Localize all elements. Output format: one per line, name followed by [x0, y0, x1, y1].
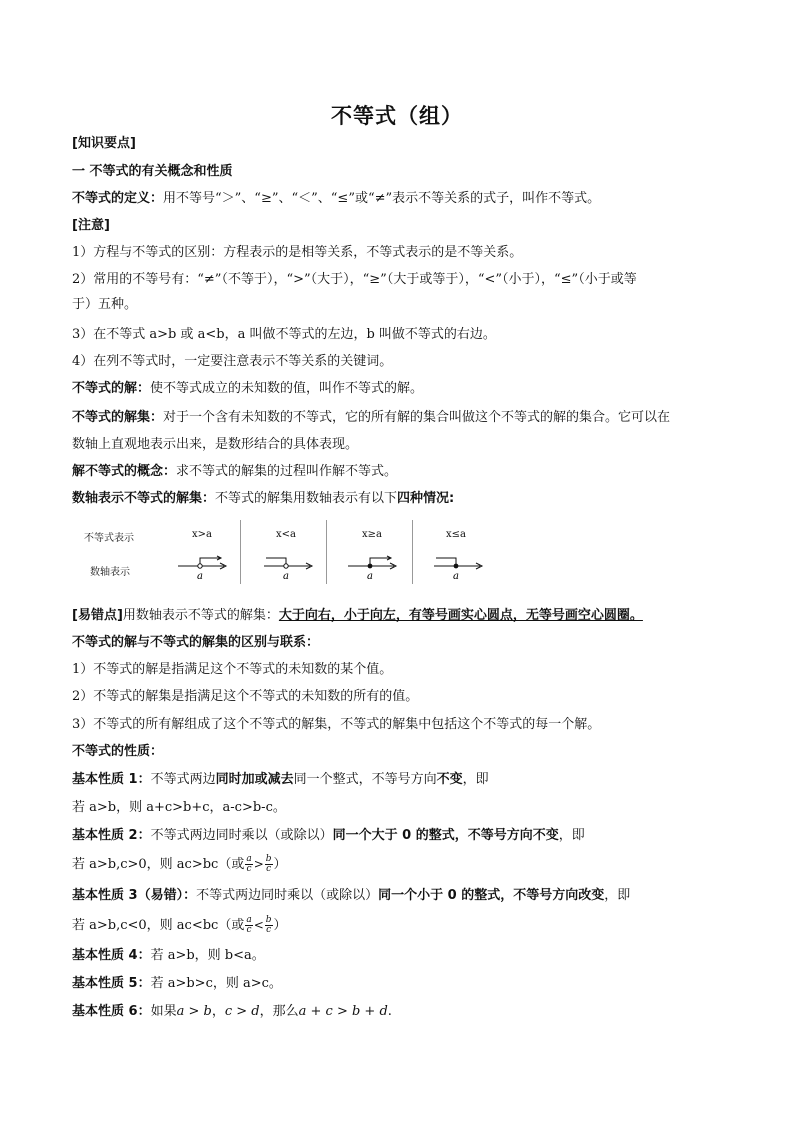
point-label: a [453, 571, 459, 582]
note-item: 于）五种。 [72, 297, 138, 312]
solution-set-cont: 数轴上直观地表示出来，是数形结合的具体表现。 [72, 437, 359, 452]
solve-concept-text: 求不等式的解集的过程叫作解不等式。 [176, 464, 398, 479]
denominator: c [246, 925, 252, 935]
example-text: ） [273, 918, 287, 933]
diff-item: 3）不等式的所有解组成了这个不等式的解集，不等式的解集中包括这个不等式的每一个解。 [72, 717, 601, 732]
property-2-example [72, 855, 732, 874]
numerator: b [265, 915, 272, 925]
numerator: a [246, 915, 252, 925]
properties-header: 不等式的性质： [72, 744, 164, 759]
numline-table [72, 516, 496, 588]
fraction [245, 916, 252, 935]
pitfall-line [72, 607, 732, 625]
example-text: 若 a>b,c>0，则 ac>bc（或 [72, 857, 245, 872]
property-1 [72, 771, 732, 789]
point-label: a [367, 571, 373, 582]
pitfall-label: [易错点] [72, 608, 123, 623]
page-title: 不等式（组） [331, 104, 463, 128]
property-text: 不等式两边同时乘以（或除以） [196, 888, 379, 903]
property-6 [72, 1003, 732, 1021]
property-emphasis: 同一个大于 0 的整式，不等号方向不变 [332, 828, 559, 843]
section-heading-1: 一 不等式的有关概念和性质 [72, 164, 233, 179]
diff-header: 不等式的解与不等式的解集的区别与联系： [72, 635, 320, 650]
numline-case-ge [330, 516, 414, 588]
property-text: ，即 [604, 888, 631, 903]
property-emphasis: 同时加或减去 [215, 772, 294, 787]
math-expression: a > b [176, 1004, 212, 1019]
solve-concept-label: 解不等式的概念： [72, 464, 177, 479]
math-expression: c > d [224, 1004, 260, 1019]
point-label: a [197, 571, 203, 582]
solution-set-line [72, 409, 732, 427]
numerator: b [265, 854, 272, 864]
fraction [265, 916, 273, 935]
numline-case-gt [160, 516, 244, 588]
case-expression: x≤a [446, 529, 466, 540]
operator: < [253, 918, 264, 932]
property-1-example: 若 a>b，则 a+c>b+c，a-c>b-c。 [72, 800, 286, 815]
property-text: ，即 [462, 772, 489, 787]
numline-intro-label: 数轴表示不等式的解集： [72, 491, 216, 506]
property-label: 基本性质 4： [72, 948, 151, 963]
property-text: ，即 [558, 828, 585, 843]
number-line-gt [160, 548, 244, 588]
note-item: 4）在列不等式时，一定要注意表示不等关系的关键词。 [72, 354, 393, 369]
definition-line [72, 190, 732, 208]
denominator: c [266, 864, 272, 874]
property-emphasis: 同一个小于 0 的整式，不等号方向改变 [378, 888, 605, 903]
numline-intro-bold: 四种情况: [397, 491, 455, 506]
math-expression: a + c > b + d [298, 1004, 388, 1019]
row-label-numberline: 数轴表示 [90, 567, 130, 578]
definition-label: 不等式的定义： [72, 191, 164, 206]
fraction [245, 855, 252, 874]
note-item: 3）在不等式 a>b 或 a<b，a 叫做不等式的左边，b 叫做不等式的右边。 [72, 327, 496, 342]
solve-concept-line [72, 463, 732, 481]
operator: > [253, 857, 264, 871]
example-text: 若 a>b,c<0，则 ac<bc（或 [72, 918, 245, 933]
numline-intro-text: 不等式的解集用数轴表示有以下 [215, 491, 398, 506]
property-text: 若 a>b，则 b<a。 [150, 948, 265, 963]
solution-line [72, 380, 732, 398]
numline-intro-line [72, 490, 732, 508]
note-header: [注意] [72, 218, 110, 233]
definition-text: 用不等号“＞”、“≥”、“＜”、“≤”或“≠”表示不等关系的式子，叫作不等式。 [163, 191, 601, 206]
pitfall-emphasis: 大于向右，小于向左，有等号画实心圆点，无等号画空心圆圈。 [278, 608, 643, 623]
property-text: . [387, 1004, 392, 1019]
solution-set-label: 不等式的解集： [72, 410, 164, 425]
property-label: 基本性质 6： [72, 1004, 151, 1019]
property-text: ， [211, 1004, 225, 1019]
example-text: ） [273, 857, 287, 872]
note-item: 1）方程与不等式的区别：方程表示的是相等关系，不等式表示的是不等关系。 [72, 245, 523, 260]
solution-text: 使不等式成立的未知数的值，叫作不等式的解。 [150, 381, 424, 396]
property-3 [72, 887, 732, 905]
property-label: 基本性质 1： [72, 772, 151, 787]
property-text: 若 a>b>c，则 a>c。 [150, 976, 282, 991]
property-text: ，那么 [259, 1004, 299, 1019]
numline-case-lt [244, 516, 328, 588]
property-text: 不等式两边同时乘以（或除以） [150, 828, 333, 843]
section-knowledge: [知识要点] [72, 136, 136, 151]
property-label: 基本性质 3（易错）： [72, 888, 197, 903]
property-3-example [72, 916, 732, 935]
number-line-lt [244, 548, 328, 588]
property-text: 同一个整式，不等号方向 [293, 772, 437, 787]
numline-case-le [414, 516, 498, 588]
note-item: 2）常用的不等号有：“≠”（不等于），“>”（大于），“≥”（大于或等于），“<”（小于），“≤”（小于或等 [72, 272, 637, 287]
property-2 [72, 827, 732, 845]
pitfall-text: 用数轴表示不等式的解集： [122, 608, 279, 623]
solution-label: 不等式的解： [72, 381, 151, 396]
fraction [265, 855, 273, 874]
case-expression: x<a [276, 529, 296, 540]
solution-set-text: 对于一个含有未知数的不等式，它的所有解的集合叫做这个不等式的解的集合。它可以在 [163, 410, 671, 425]
denominator: c [246, 864, 252, 874]
property-text: 如果 [150, 1004, 177, 1019]
property-label: 基本性质 2： [72, 828, 151, 843]
diff-item: 1）不等式的解是指满足这个不等式的未知数的某个值。 [72, 662, 393, 677]
point-label: a [283, 571, 289, 582]
property-5 [72, 975, 732, 993]
case-expression: x>a [192, 529, 212, 540]
case-expression: x≥a [362, 529, 382, 540]
diff-item: 2）不等式的解集是指满足这个不等式的未知数的所有的值。 [72, 689, 419, 704]
number-line-ge [330, 548, 414, 588]
numerator: a [246, 854, 252, 864]
property-emphasis: 不变 [436, 772, 463, 787]
property-label: 基本性质 5： [72, 976, 151, 991]
property-4 [72, 947, 732, 965]
row-label-inequality: 不等式表示 [84, 533, 134, 544]
property-text: 不等式两边 [150, 772, 216, 787]
number-line-le [414, 548, 498, 588]
denominator: c [266, 925, 272, 935]
